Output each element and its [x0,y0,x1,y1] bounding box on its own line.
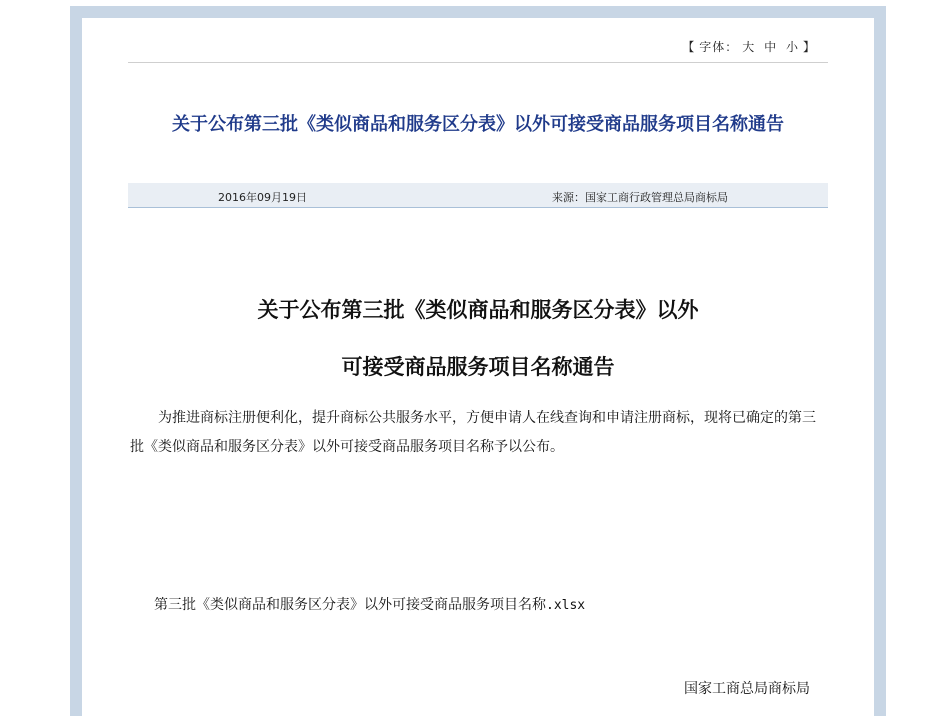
attachment-link[interactable] [154,594,585,614]
publish-date: 2016年09月19日 [218,191,307,204]
meta-bar [128,183,828,208]
article-title-line2: 可接受商品服务项目名称通告 [341,354,615,379]
font-size-open-bracket: 【 [682,40,696,54]
top-divider [128,62,828,63]
font-size-medium-link[interactable]: 中 [764,40,778,54]
attachment-extension: .xlsx [546,598,586,613]
font-size-large-link[interactable]: 大 [742,40,756,54]
font-size-small-link[interactable]: 小 [785,40,799,54]
font-size-close-bracket: 】 [802,40,816,54]
article-paragraph: 为推进商标注册便利化，提升商标公共服务水平，方便申请人在线查询和申请注册商标，现将已确定的第三批《类似商品和服务区分表》以外可接受商品服务项目名称予以公布。 [130,410,816,455]
attachment-name: 第三批《类似商品和服务区分表》以外可接受商品服务项目名称 [154,597,546,613]
article-container [128,0,828,716]
font-size-label: 字体： [699,40,739,54]
page-title: 关于公布第三批《类似商品和服务区分表》以外可接受商品服务项目名称通告 [172,114,784,135]
signature: 国家工商总局商标局 [684,681,810,697]
article-title-line1: 关于公布第三批《类似商品和服务区分表》以外 [257,297,699,322]
font-size-selector [680,38,818,55]
source-label: 来源：国家工商行政管理总局商标局 [552,191,728,204]
